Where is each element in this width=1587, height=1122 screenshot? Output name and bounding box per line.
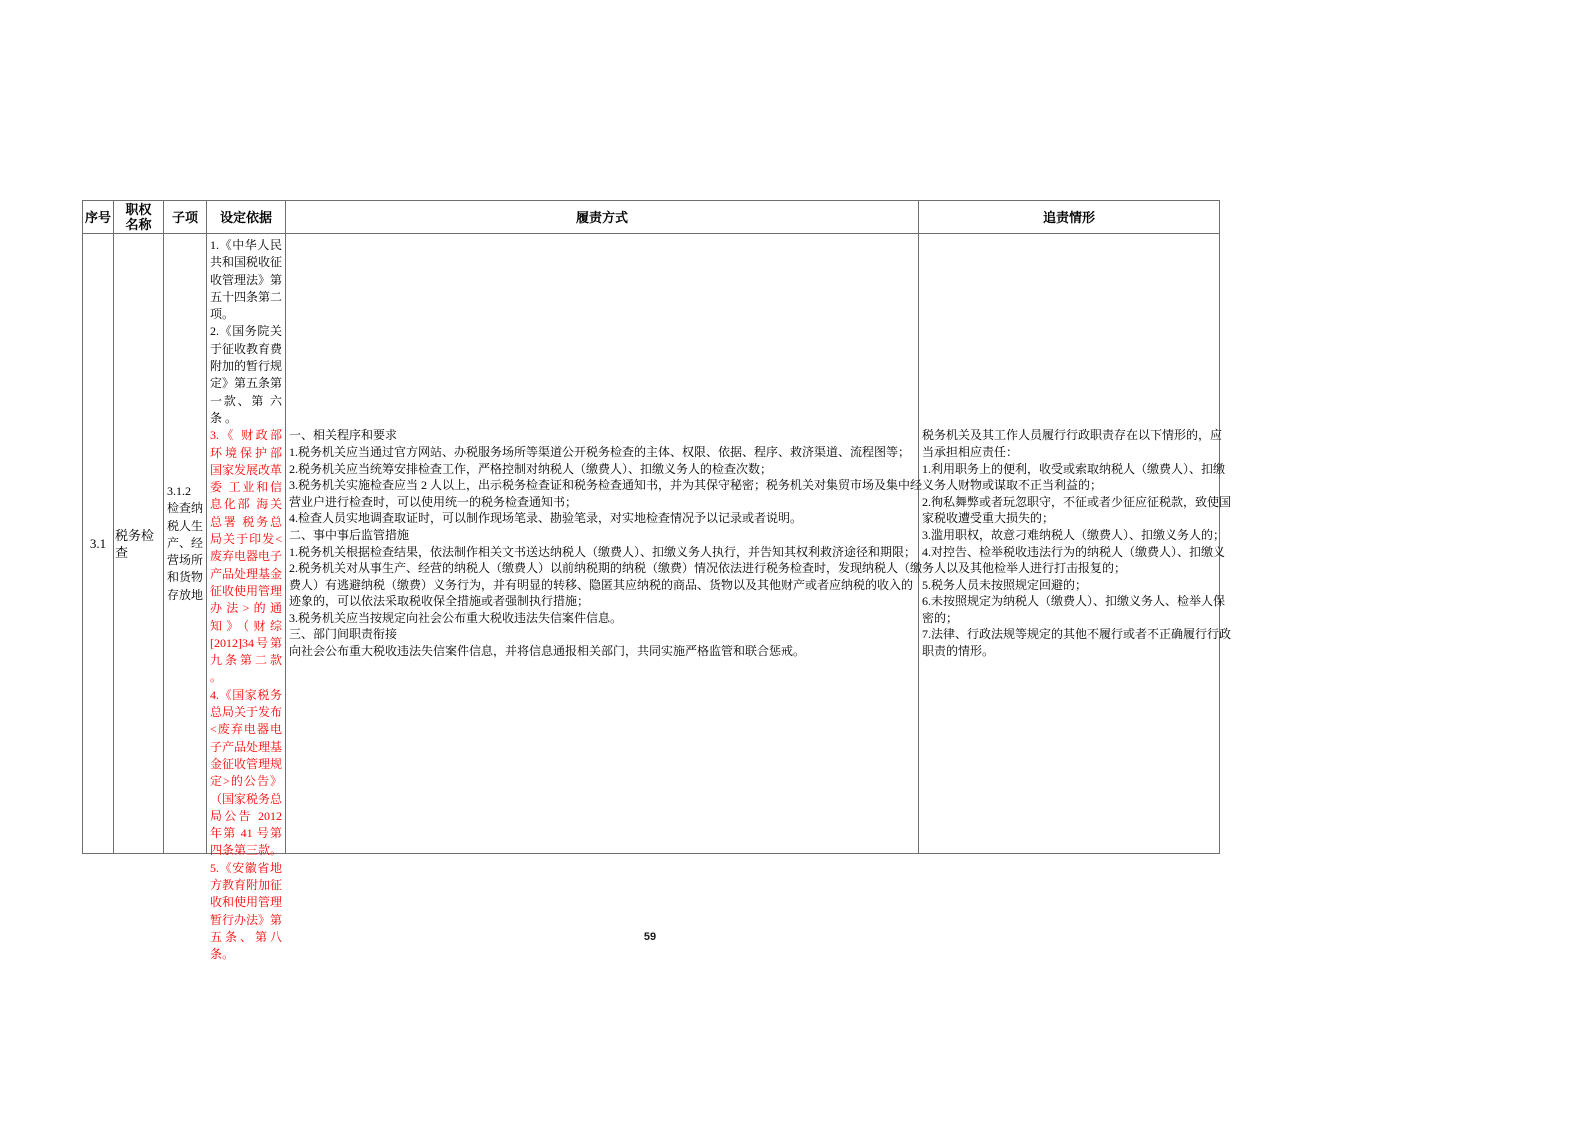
header-accountability-label: 追责情形 — [1042, 209, 1095, 225]
cell-accountability — [919, 234, 1232, 854]
header-basis-label: 设定依据 — [219, 209, 272, 225]
paragraph: 3.《 财政部 环境保护部 国家发展改革委 工业和信息化部 海关总署 税务总局关于印发<废弃电器电子产品处理基金征收使用管理办法>的通知》（财综[2012]34号第九条第二款 。 — [210, 428, 283, 685]
paragraph: 2.徇私舞弊或者玩忽职守，不征或者少征应征税款，致使国家税收遭受重大损失的； — [922, 494, 1232, 526]
paragraph: 2.税务机关对从事生产、经营的纳税人（缴费人）以前纳税期的纳税（缴费）情况依法进行税务检查时，发现纳税人（缴费人）有逃避纳税（缴费）义务行为，并有明显的转移、隐匿其应纳税的商品、货物以及其他财产或者应纳税的收入的迹象的，可以依法采取税收保全措施或者强制执行措施； — [289, 561, 923, 609]
paragraph: 2.税务机关应当统筹安排检查工作，严格控制对纳税人（缴费人）、扣缴义务人的检查次数； — [289, 461, 773, 476]
paragraph: 1.利用职务上的便利，收受或索取纳税人（缴费人）、扣缴义务人财物或谋取不正当利益的； — [922, 461, 1226, 493]
paragraph: 1.税务机关应当通过官方网站、办税服务场所等渠道公开税务检查的主体、权限、依据、程序、救济渠道、流程图等； — [289, 444, 911, 459]
serial-number-value: 3.1 — [89, 535, 107, 551]
paragraph: 4.对控告、检举税收违法行为的纳税人（缴费人）、扣缴义务人以及其他检举人进行打击报复的； — [922, 544, 1226, 576]
paragraph: 向社会公布重大税收违法失信案件信息，并将信息通报相关部门，共同实施严格监管和联合惩戒。 — [289, 644, 806, 659]
paragraph: 5.《安徽省地方教育附加征收和使用管理暂行办法》第五条、第八条。 — [210, 860, 283, 962]
header-authority-name-label: 职权名称 — [125, 202, 152, 232]
header-serial-label: 序号 — [84, 209, 111, 225]
header-serial — [83, 201, 114, 234]
header-sub-item-label: 子项 — [171, 209, 198, 225]
paragraph: 4.检查人员实地调查取证时，可以制作现场笔录、勘验笔录，对实地检查情况予以记录或者说明。 — [289, 511, 803, 526]
header-duty-method — [286, 201, 919, 234]
header-sub-item — [164, 201, 207, 234]
cell-setting-basis — [207, 234, 286, 962]
cell-sub-item — [164, 234, 207, 854]
header-duty-method-label: 履责方式 — [575, 209, 628, 225]
paragraph: 3.滥用职权，故意刁难纳税人（缴费人）、扣缴义务人的； — [922, 527, 1226, 542]
cell-serial-number — [83, 234, 114, 854]
paragraph: 5.税务人员未按照规定回避的； — [922, 577, 1088, 592]
paragraph: 税务机关及其工作人员履行行政职责存在以下情形的，应当承担相应责任： — [922, 428, 1223, 459]
paragraph: 3.税务机关应当按规定向社会公布重大税收违法失信案件信息。 — [289, 610, 623, 625]
header-authority-name — [114, 201, 164, 234]
cell-duty-method — [286, 234, 923, 854]
paragraph: 三、部门间职责衔接 — [289, 627, 398, 642]
paragraph: 4.《国家税务总局关于发布<废弃电器电子产品处理基金征收管理规定>的公告》（国家税务总局公告 2012 年第 41 号第四条第三款。 — [210, 687, 283, 858]
paragraph: 3.税务机关实施检查应当 2 人以上，出示税务检查证和税务检查通知书，并为其保守秘密；税务机关对集贸市场及集中经营业户进行检查时，可以使用统一的税务检查通知书； — [289, 478, 923, 509]
header-accountability — [919, 201, 1220, 234]
header-basis — [207, 201, 286, 234]
paragraph: 1.税务机关根据检查结果，依法制作相关文书送达纳税人（缴费人）、扣缴义务人执行，并告知其权利救济途径和期限； — [289, 544, 917, 559]
paragraph: 2.《国务院关于征收教育费附加的暂行规定》第五条第一款、第 六 条 。 — [210, 324, 283, 425]
paragraph: 二、事中事后监管措施 — [289, 527, 410, 542]
paragraph: 6.未按照规定为纳税人（缴费人）、扣缴义务人、检举人保密的； — [922, 594, 1226, 625]
paragraph: 7.法律、行政法规等规定的其他不履行或者不正确履行行政职责的情形。 — [922, 627, 1232, 659]
page-number: 59 — [643, 931, 657, 943]
sub-item-value: 3.1.2 检查纳税人生产、经营场所和货物存放地 — [167, 483, 204, 602]
paragraph: 1.《中华人民共和国税收征收管理法》第五十四条第二项。 — [210, 238, 283, 322]
authority-name-value: 税务检查 — [115, 527, 155, 560]
paragraph: 一、相关程序和要求 — [289, 428, 398, 443]
cell-authority-name — [114, 234, 164, 854]
